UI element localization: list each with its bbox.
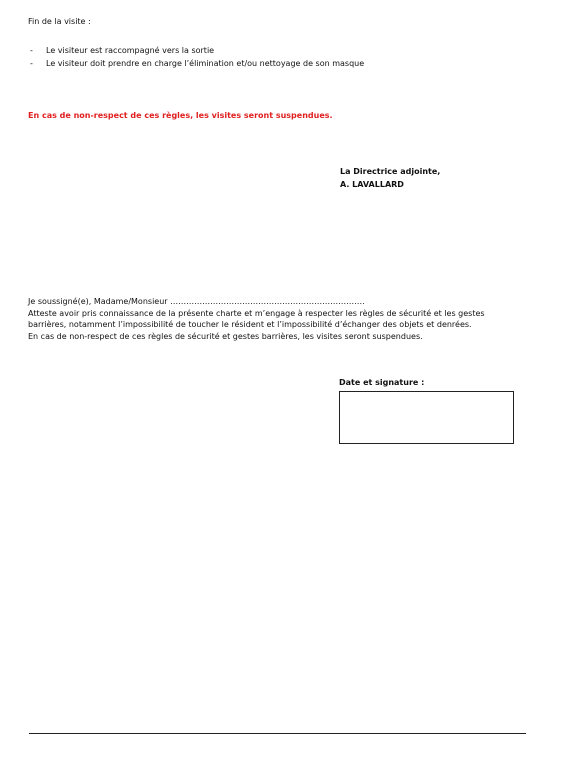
director-signature-block (340, 165, 440, 191)
list-item: - Le visiteur doit prendre en charge l’élimination et/ou nettoyage de son masque (28, 57, 364, 70)
visit-end-list (28, 44, 364, 70)
suspension-warning: En cas de non-respect de ces règles, les visites seront suspendues. (28, 111, 333, 120)
attestation-paragraph (28, 296, 528, 342)
list-item: - Le visiteur est raccompagné vers la sortie (28, 44, 364, 57)
director-name: A. LAVALLARD (340, 180, 404, 189)
footer-divider (29, 733, 526, 734)
visit-end-title: Fin de la visite : (28, 17, 91, 26)
director-role: La Directrice adjointe, (340, 167, 441, 176)
attestation-line: Je soussigné(e), Madame/Monsieur ………………………………………………………………. (28, 297, 365, 306)
attestation-line: Atteste avoir pris connaissance de la présente charte et m’engage à respecter les règles de sécurité et les gestes (28, 308, 485, 318)
attestation-line: barrières, notamment l’impossibilité de toucher le résident et l’impossibilité d’échanger des objets et denrées. (28, 320, 472, 329)
attestation-line: En cas de non-respect de ces règles de sécurité et gestes barrières, les visites seront suspendues. (28, 331, 423, 341)
signature-box[interactable] (339, 391, 514, 444)
signature-label: Date et signature : (339, 378, 425, 387)
